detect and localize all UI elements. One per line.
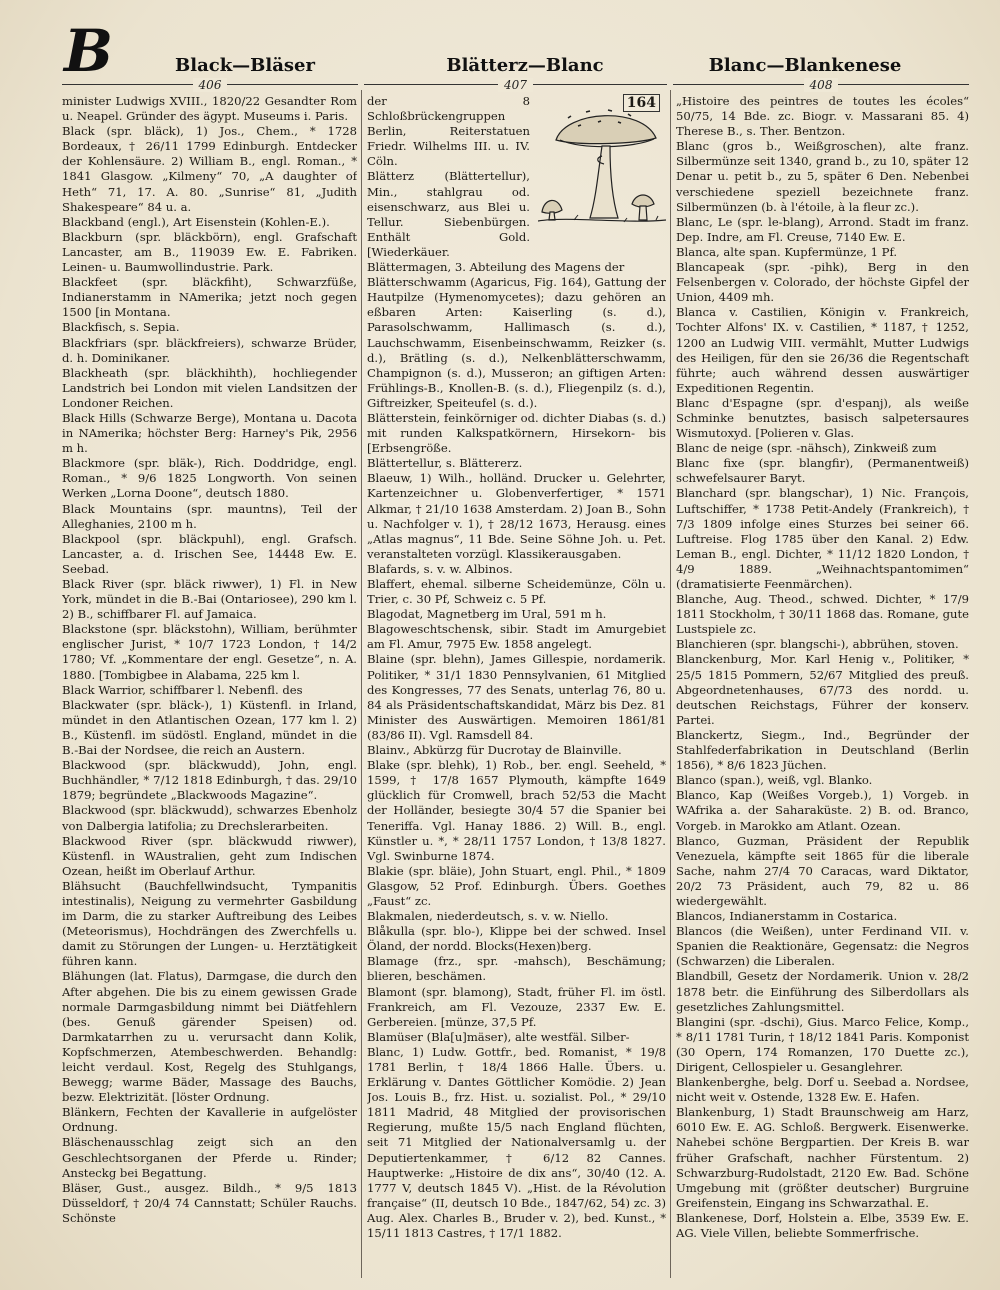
column-right [676, 94, 969, 1276]
dictionary-entry: Blanc, 1) Ludw. Gottfr., bed. Romanist, * 19/8 1781 Berlin, † 18/4 1866 Halle. Übers. u. Erklärung v. Dantes Göttlicher Komödie. 2) Jean Jos. Louis B., frz. Hist. u. sozialist. Pol., * 29/10 1811 Madrid, 48 Mitglied der provisorischen Regierung, mußte 15/5 nach England flüchten, seit 71 Mitglied der Nationalversamlg u. der Deputiertenkammer, † 6/12 82 Cannes. Hauptwerke: „Histoire de dix ans“, 30/40 (12. A. 1777 V, deutsch 1845 V). „Hist. de la Révolution française“ (II, deutsch 10 Bde., 1847/62, 54) zc. 3) Aug. Alex. Charles B., Bruder v. 2), bed. Kunst., * 15/11 1813 Castres, † 17/1 1882. [367, 1044, 666, 1241]
dictionary-entry: minister Ludwigs XVIII., 1820/22 Gesandter Rom u. Neapel. Gründer des ägypt. Museums i. Paris. [62, 94, 357, 124]
dictionary-entry: Blanckertz, Siegm., Ind., Begründer der Stahlfederfabrikation in Deutschland (Berlin 1856), * 8/6 1823 Jüchen. [676, 727, 969, 773]
figure-number: 164 [623, 94, 660, 112]
dictionary-entry: Blanc de neige (spr. -nähsch), Zinkweiß zum [676, 441, 937, 456]
mushroom-icon [538, 94, 666, 228]
dictionary-entry: Blättermagen, 3. Abteilung des Magens der [367, 260, 625, 275]
dictionary-entry: Blätterz (Blättertellur), Min., stahlgrau od. eisenschwarz, aus Blei u. Tellur. Siebenbürgen. Enthält Gold. [Wiederkäuer. [367, 169, 530, 259]
dictionary-entry: Blackfisch, s. Sepia. [62, 320, 180, 335]
dictionary-entry: Blaffert, ehemal. silberne Scheidemünze, Cöln u. Trier, c. 30 Pf, Schweiz c. 5 Pf. [367, 577, 666, 607]
dictionary-entry: Blakmalen, niederdeutsch, s. v. w. Niello. [367, 909, 609, 924]
dictionary-entry: Blackheath (spr. bläckhihth), hochliegender Landstrich bei London mit vielen Landsitzen der Londoner Reichen. [62, 365, 357, 410]
dictionary-entry: Blackwood River (spr. bläckwudd riwwer), Küstenfl. in WAustralien, geht zum Indischen Ozean, heißt im Oberlauf Arthur. [62, 833, 357, 878]
dictionary-entry: Blackburn (spr. bläckbörn), engl. Grafschaft Lancaster, am B., 119039 Ew. E. Fabriken. Leinen- u. Baumwollindustrie. Park. [62, 229, 357, 275]
dictionary-entry: Blandbill, Gesetz der Nordamerik. Union v. 28/2 1878 betr. die Einführung des Silberdollars als gesetzliches Zahlungsmittel. [676, 969, 969, 1014]
dictionary-entry: Black (spr. bläck), 1) Jos., Chem., * 1728 Bordeaux, † 26/11 1799 Edinburgh. Entdecker der Kohlensäure. 2) William B., engl. Roman., * 1841 Glasgow. „Kilmeny“ 70, „A daughter of Heth“ 71, 17. A. 80. „Sunrise“ 81, „Judith Shakespeare“ 84 u. a. [62, 124, 357, 214]
column-divider [361, 90, 362, 1278]
dictionary-entry: Black Hills (Schwarze Berge), Montana u. Dacota in NAmerika; höchster Berg: Harney's Pik, 2956 m h. [62, 410, 357, 456]
dictionary-entry: Blanca, alte span. Kupfermünze, 1 Pf. [676, 244, 898, 259]
dictionary-entry: Blanco, Guzman, Präsident der Republik Venezuela, kämpfte seit 1865 für die liberale Sache, nahm 27/4 70 Caracas, ward Diktator, 20/2 73 Präsident, auch 79, 82 u. 86 wiedergewählt. [676, 833, 969, 908]
dictionary-entry: Blackwood (spr. bläckwudd), schwarzes Ebenholz von Dalbergia latifolia; zu Drechslerarbeiten. [62, 803, 357, 833]
dictionary-entry: Blackfeet (spr. bläckfiht), Schwarzfüße, Indianerstamm in NAmerika; jetzt noch gegen 1500 [in Montana. [62, 275, 357, 320]
dictionary-entry: Blake (spr. blehk), 1) Rob., ber. engl. Seeheld, * 1599, † 17/8 1657 Plymouth, kämpfte 1649 glücklich für Cromwell, brach 52/53 die Macht der Holländer, besiegte 30/4 57 die Spanier bei Teneriffa. Vgl. Hanay 1886. 2) Will. B., engl. Künstler u. *, * 28/11 1757 London, † 13/8 1827. Vgl. Swinburne 1874. [367, 758, 666, 863]
mushroom-figure [538, 94, 666, 228]
section-letter: B [64, 17, 114, 85]
dictionary-entry: Blamont (spr. blamong), Stadt, früher Fl. im östl. Frankreich, am Fl. Vezouze, 2337 Ew. E. Gerbereien. [münze, 37,5 Pf. [367, 984, 666, 1029]
column-left [62, 94, 357, 1276]
page-number-right: 408 [673, 77, 969, 93]
dictionary-entry: Blancos (die Weißen), unter Ferdinand VII. v. Spanien die Reaktionäre, Gegensatz: die Negros (Schwarzen) die Liberalen. [676, 924, 969, 969]
dictionary-entry: Blankenberghe, belg. Dorf u. Seebad a. Nordsee, nicht weit v. Ostende, 1328 Ew. E. Hafen. [676, 1075, 969, 1105]
page-number-center: 407 [364, 77, 667, 93]
dictionary-entry: Blackpool (spr. bläckpuhl), engl. Grafsch. Lancaster, a. d. Irischen See, 14448 Ew. E. Seebad. [62, 531, 357, 576]
dictionary-entry: Blamüser (Bla[u]mäser), alte westfäl. Silber- [367, 1029, 630, 1044]
dictionary-entry: Blakie (spr. bläie), John Stuart, engl. Phil., * 1809 Glasgow, 52 Prof. Edinburgh. Übers. Goethes „Faust“ zc. [367, 863, 666, 908]
dictionary-entry: Blackwood (spr. bläckwudd), John, engl. Buchhändler, * 7/12 1818 Edinburgh, † das. 29/10 1879; begründete „Blackwoods Magazine“. [62, 758, 357, 803]
dictionary-entry: Blåkulla (spr. blo-), Klippe bei der schwed. Insel Öland, der nordd. Blocks(Hexen)berg. [367, 924, 666, 954]
dictionary-entry: Blankenburg, 1) Stadt Braunschweig am Harz, 6010 Ew. E. AG. Schloß. Bergwerk. Eisenwerke. Nahebei schöne Bergpartien. Der Kreis B. war früher Grafschaft, nachher Fürstentum. 2) Schwarzburg-Rudolstadt, 2120 Ew. Bad. Schöne Umgebung mit (größter deutscher) Burgruine Greifenstein, Eingang ins Schwarzathal. E. [676, 1105, 969, 1210]
dictionary-entry: Blähungen (lat. Flatus), Darmgase, die durch den After abgehen. Die bis zu einem gewissen Grade normale Darmgasbildung nimmt bei Diätfehlern (bes. Genuß gärender Speisen) od. Darmkatarrhen zu u. verursacht dann Kolik, Kopfschmerzen, Atembeschwerden. Behandlg: leicht verdaul. Kost, Regelg des Stuhlgangs, Bewegg; warme Bäder, Massage des Bauchs, bezw. Elektrizität. [löster Ordnung. [62, 969, 357, 1105]
dictionary-entry: Blanche, Aug. Theod., schwed. Dichter, * 17/9 1811 Stockholm, † 30/11 1868 das. Romane, gute Lustspiele zc. [676, 592, 969, 637]
dictionary-entry: Blaine (spr. blehn), James Gillespie, nordamerik. Politiker, * 31/1 1830 Pennsylvanien, 61 Mitglied des Kongresses, 77 des Senats, unterlag 76, 80 u. 84 als Präsidentschaftskandidat, März bis Dez. 81 Minister des Auswärtigen. Memoiren 1861/81 (83/86 II). Vgl. Ramsdell 84. [367, 652, 666, 742]
header-right: Blanc—Blankenese [708, 55, 902, 76]
dictionary-entry: Black Warrior, schiffbarer l. Nebenfl. des [62, 682, 303, 697]
dictionary-entry: Blafards, s. v. w. Albinos. [367, 561, 513, 576]
dictionary-entry: Blanc d'Espagne (spr. d'espanj), als weiße Schminke benutztes, basisch salpetersaures Wismutoxyd. [Polieren v. Glas. [676, 395, 969, 441]
page-number-left: 406 [62, 77, 358, 93]
dictionary-entry: Blangini (spr. -dschi), Gius. Marco Felice, Komp., * 8/11 1781 Turin, † 18/12 1841 Paris. Komponist (30 Opern, 174 Romanzen, 170 Duette zc.), Dirigent, Cellospieler u. Gesanglehrer. [676, 1014, 969, 1074]
dictionary-entry: Blähsucht (Bauchfellwindsucht, Tympanitis intestinalis), Neigung zu vermehrter Gasbildung im Darm, die zu starker Auftreibung des Leibes (Meteorismus), Hochdrängen des Zwerchfells u. damit zu Störungen der Lungen- u. Herztätigkeit führen kann. [62, 878, 357, 969]
dictionary-entry: Blanca v. Castilien, Königin v. Frankreich, Tochter Alfons' IX. v. Castilien, * 1187, † 1252, 1200 an Ludwig VIII. vermählt, Mutter Ludwigs des Heiligen, für den sie 26/36 die Regentschaft führte; auch während dessen auswärtiger Expeditionen Regentin. [676, 305, 969, 395]
dictionary-entry: Blanchieren (spr. blangschi-), abbrühen, stoven. [676, 637, 959, 652]
dictionary-entry: Blagoweschtschensk, sibir. Stadt im Amurgebiet am Fl. Amur, 7975 Ew. 1858 angelegt. [367, 622, 666, 652]
dictionary-entry: der 8 Schloßbrückengruppen Berlin, Reiterstatuen Friedr. Wilhelms III. u. IV. Cöln. [367, 94, 530, 169]
dictionary-entry: Blanco, Kap (Weißes Vorgeb.), 1) Vorgeb. in WAfrika a. der Saharaküste. 2) B. od. Branco, Vorgeb. in Marokko am Atlant. Ozean. [676, 788, 969, 833]
dictionary-entry: Black River (spr. bläck riwwer), 1) Fl. in New York, mündet in die B.-Bai (Ontariosee), 290 km l. 2) B., schiffbarer Fl. auf Jamaica. [62, 577, 357, 622]
dictionary-entry: Blanco (span.), weiß, vgl. Blanko. [676, 773, 873, 788]
dictionary-entry: Blätterstein, feinkörniger od. dichter Diabas (s. d.) mit runden Kalkspatkörnern, Hirsekorn- bis [Erbsengröße. [367, 410, 666, 456]
dictionary-entry: Blackstone (spr. bläckstohn), William, berühmter englischer Jurist, * 10/7 1723 London, † 14/2 1780; Vf. „Kommentare der engl. Gesetze“, n. A. 1880. [Tombigbee in Alabama, 225 km l. [62, 622, 357, 682]
dictionary-entry: „Histoire des peintres de toutes les écoles“ 50/75, 14 Bde. zc. Biogr. v. Massarani 85. 4) Therese B., s. Ther. Bentzon. [676, 94, 969, 139]
dictionary-entry: Blancos, Indianerstamm in Costarica. [676, 909, 898, 924]
dictionary-entry: Blanckenburg, Mor. Karl Henig v., Politiker, * 25/5 1815 Pommern, 52/67 Mitglied des preuß. Abgeordnetenhauses, 67/73 des nordd. u. deutschen Reichstags, Führer der konserv. Partei. [676, 652, 969, 727]
dictionary-entry: Blanchard (spr. blangschar), 1) Nic. François, Luftschiffer, * 1738 Petit-Andely (Frankreich), † 7/3 1809 infolge eines Sturzes bei seiner 66. Luftreise. Flog 1785 über den Kanal. 2) Edw. Leman B., engl. Dichter, * 11/12 1820 London, † 4/9 1889. „Weihnachtspantomimen“ (dramatisierte Feenmärchen). [676, 486, 969, 591]
dictionary-entry: Blankenese, Dorf, Holstein a. Elbe, 3539 Ew. E. AG. Viele Villen, beliebte Sommerfrische. [676, 1210, 969, 1241]
column-divider [670, 90, 671, 1278]
dictionary-entry: Blätterschwamm (Agaricus, Fig. 164), Gattung der Hautpilze (Hymenomycetes); dazu gehören an eßbaren Arten: Kaiserling (s. d.), Parasolschwamm, Hallimasch (s. d.), Lauchschwamm, Eisenbeinschwamm, Reizker (s. d.), Brätling (s. d.), Nelkenblätterschwamm, Champignon (s. d.), Musseron; an giftigen Arten: Frühlings-B., Knollen-B. (s. d.), Fliegenpilz (s. d.), Giftreizker, Speiteufel (s. d.). [367, 275, 666, 410]
dictionary-entry: Blancapeak (spr. -pihk), Berg in den Felsenbergen v. Colorado, der höchste Gipfel der Union, 4409 mh. [676, 260, 969, 305]
column-center [367, 94, 666, 1276]
dictionary-entry: Blackband (engl.), Art Eisenstein (Kohlen-E.). [62, 214, 330, 229]
dictionary-entry: Blackwater (spr. bläck-), 1) Küstenfl. in Irland, mündet in den Atlantischen Ozean, 177 km l. 2) B., Küstenfl. im südöstl. England, mündet in die B.-Bai der Nordsee, die reich an Austern. [62, 697, 357, 758]
dictionary-entry: Bläschenausschlag zeigt sich an den Geschlechtsorganen der Pferde u. Rinder; Ansteckg bei Begattung. [62, 1135, 357, 1180]
dictionary-entry: Blanc fixe (spr. blangfir), (Permanentweiß) schwefelsaurer Baryt. [676, 456, 969, 486]
dictionary-entry: Blanc, Le (spr. le-blang), Arrond. Stadt im franz. Dep. Indre, am Fl. Creuse, 7140 Ew. E. [676, 214, 969, 244]
dictionary-entry: Blänkern, Fechten der Kavallerie in aufgelöster Ordnung. [62, 1105, 357, 1135]
dictionary-entry: Blaeuw, 1) Wilh., holländ. Drucker u. Gelehrter, Kartenzeichner u. Globenverfertiger, * 1571 Alkmar, † 21/10 1638 Amsterdam. 2) Joan B., Sohn u. Nachfolger v. 1), † 28/12 1673, Herausg. eines „Atlas magnus“, 11 Bde. Seine Söhne Joh. u. Pet. veranstalteten vorzügl. Klassikerausgaben. [367, 471, 666, 561]
dictionary-entry: Bläser, Gust., ausgez. Bildh., * 9/5 1813 Düsseldorf, † 20/4 74 Cannstatt; Schüler Rauchs. Schönste [62, 1180, 357, 1225]
header-center: Blätterz—Blanc [446, 55, 604, 76]
dictionary-entry: Blamage (frz., spr. -mahsch), Beschämung; blieren, beschämen. [367, 954, 666, 984]
dictionary-entry: Blanc (gros b., Weißgroschen), alte franz. Silbermünze seit 1340, grand b., zu 10, später 12 Denar u. petit b., zu 5, später 6 Den. Nebenbei verschiedene speziell bezeichnete franz. Silbermünzen (b. à l'étoile, à la fleur zc.). [676, 139, 969, 214]
dictionary-entry: Black Mountains (spr. mauntns), Teil der Alleghanies, 2100 m h. [62, 501, 357, 531]
dictionary-entry: Blainv., Abkürzg für Ducrotay de Blainville. [367, 743, 622, 758]
dictionary-entry: Blackfriars (spr. bläckfreiers), schwarze Brüder, d. h. Dominikaner. [62, 335, 357, 365]
dictionary-entry: Blagodat, Magnetberg im Ural, 591 m h. [367, 607, 607, 622]
dictionary-entry: Blättertellur, s. Blättererz. [367, 456, 523, 471]
dictionary-entry: Blackmore (spr. bläk-), Rich. Doddridge, engl. Roman., * 9/6 1825 Longworth. Von seinen Werken „Lorna Doone“, deutsch 1880. [62, 456, 357, 501]
header-left: Black—Bläser [175, 55, 315, 76]
